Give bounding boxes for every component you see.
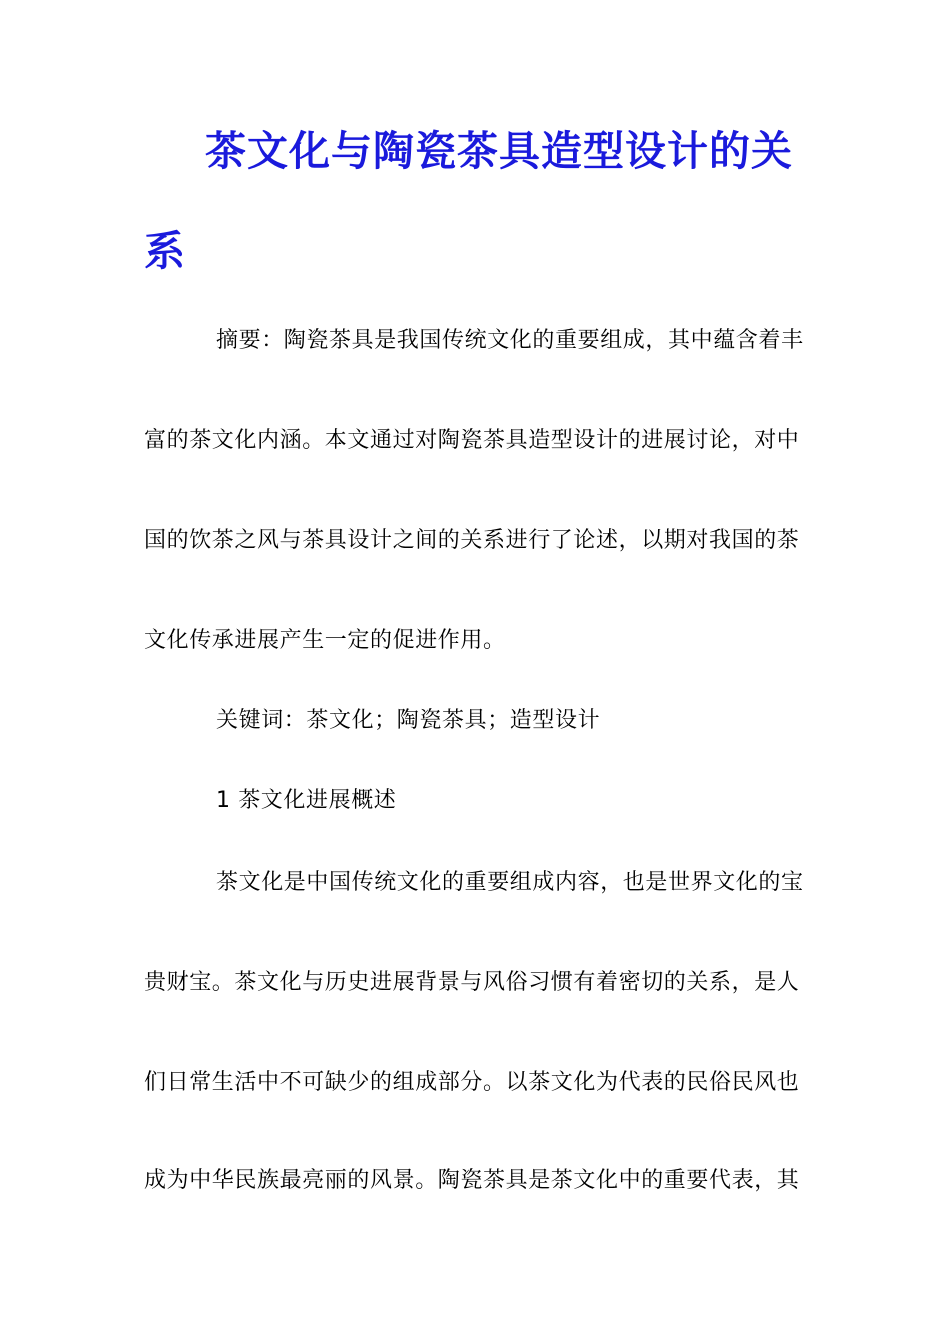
abstract-line-2: 富的茶文化内涵。本文通过对陶瓷茶具造型设计的进展讨论，对中 <box>144 428 800 453</box>
keywords-line: 关键词：茶文化；陶瓷茶具；造型设计 <box>216 708 601 733</box>
document-title-line-1: 茶文化与陶瓷茶具造型设计的关 <box>205 127 793 175</box>
body-line-1: 茶文化是中国传统文化的重要组成内容，也是世界文化的宝 <box>216 870 804 895</box>
section-heading: 1 茶文化进展概述 <box>216 788 397 813</box>
abstract-line-4: 文化传承进展产生一定的促进作用。 <box>144 628 506 653</box>
body-line-2: 贵财宝。茶文化与历史进展背景与风俗习惯有着密切的关系，是人 <box>144 970 800 995</box>
abstract-line-3: 国的饮茶之风与茶具设计之间的关系进行了论述，以期对我国的茶 <box>144 528 800 553</box>
body-line-4: 成为中华民族最亮丽的风景。陶瓷茶具是茶文化中的重要代表，其 <box>144 1168 800 1193</box>
body-line-3: 们日常生活中不可缺少的组成部分。以茶文化为代表的民俗民风也 <box>144 1070 800 1095</box>
document-title-line-2: 系 <box>144 227 186 275</box>
abstract-line-1: 摘要：陶瓷茶具是我国传统文化的重要组成，其中蕴含着丰 <box>216 328 804 353</box>
